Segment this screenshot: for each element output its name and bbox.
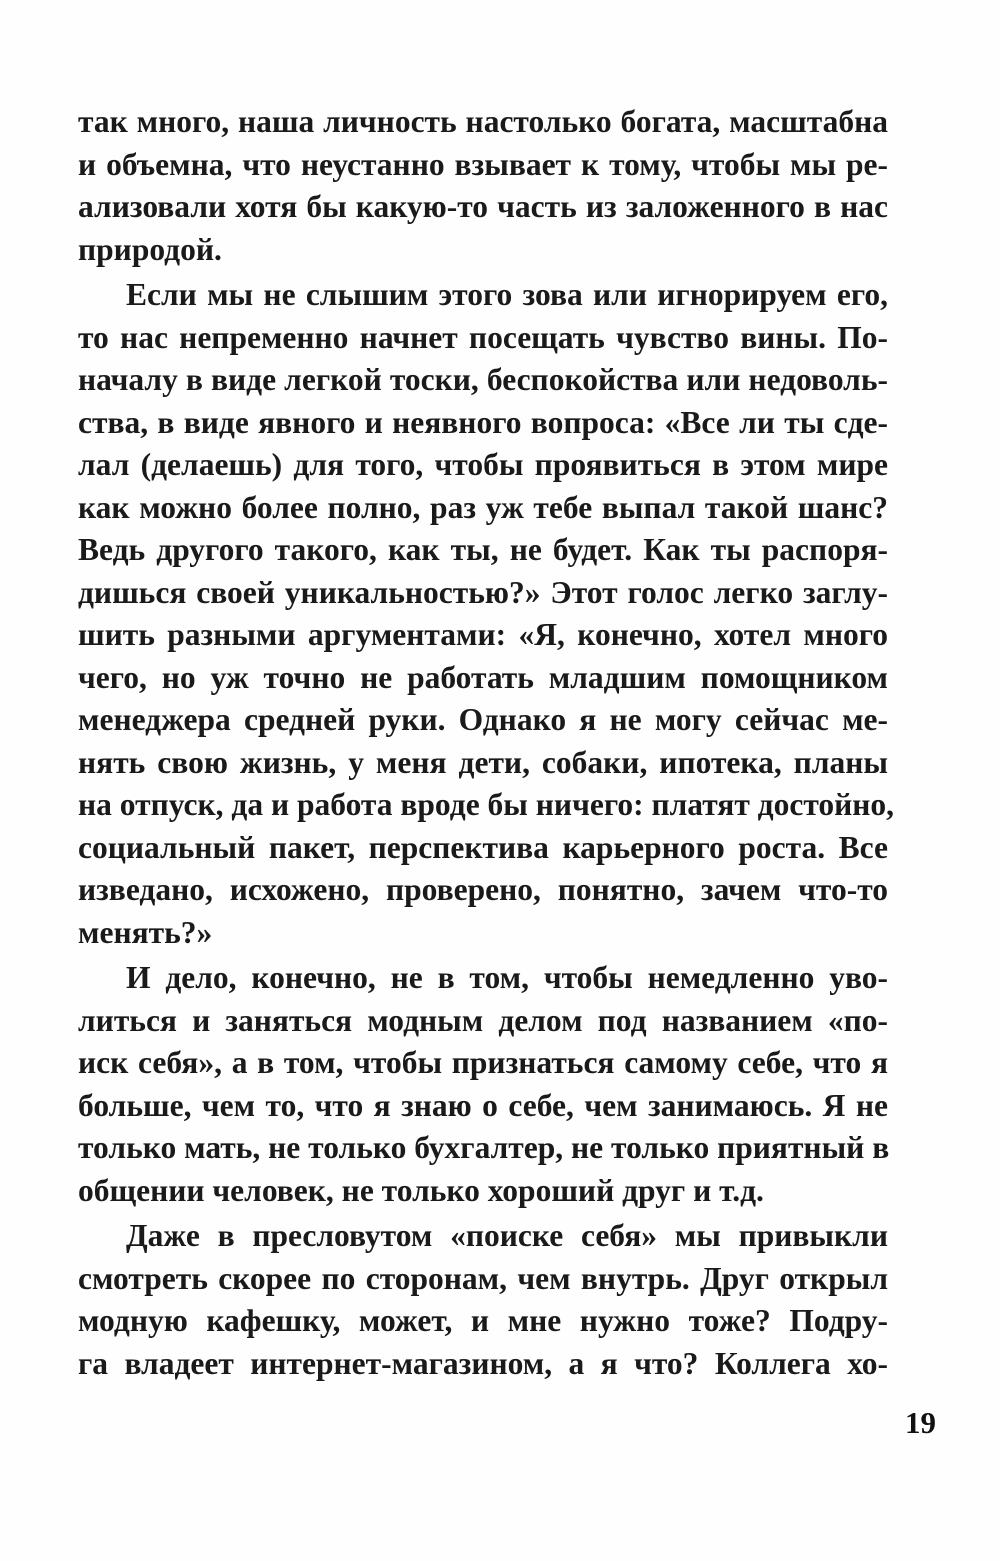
text-line: и объемна, что неустанно взывает к тому, чтобы мы ре- — [78, 146, 888, 182]
text-line: И дело, конечно, не в том, чтобы немедленно уво- — [126, 960, 888, 995]
text-line: менеджера средней руки. Однако я не могу сейчас ме- — [78, 702, 888, 737]
text-line: как можно более полно, раз уж тебе выпал такой шанс? — [78, 489, 888, 525]
text-line: общении человек, не только хороший друг и т.д. — [78, 1172, 764, 1208]
text-line: Ведь другого такого, как ты, не будет. Как ты распоря- — [78, 532, 888, 567]
paragraph — [78, 1215, 888, 1385]
page-number: 19 — [905, 1405, 936, 1440]
paragraph — [78, 101, 888, 271]
text-line: Если мы не слышим этого зова или игнорируем его, — [126, 277, 888, 312]
text-line: только мать, не только бухгалтер, не только приятный в — [78, 1130, 890, 1165]
text-line: нять свою жизнь, у меня дети, собаки, ипотека, планы — [78, 744, 888, 780]
text-line: иск себя», а в том, чтобы признаться самому себе, что я — [78, 1045, 888, 1080]
text-line: га владеет интернет-магазином, а я что? Коллега хо- — [78, 1345, 888, 1381]
text-line: изведано, исхожено, проверено, понятно, зачем что-то — [78, 872, 888, 907]
text-line: лал (делаешь) для того, чтобы проявиться в этом мире — [78, 447, 888, 482]
text-line: ализовали хотя бы какую-то часть из заложенного в нас — [78, 189, 888, 224]
paragraph — [78, 274, 895, 954]
text-line: модную кафешку, может, и мне нужно тоже? Подру- — [78, 1303, 888, 1338]
text-line: социальный пакет, перспектива карьерного роста. Все — [78, 829, 888, 865]
text-line: больше, чем то, что я знаю о себе, чем занимаюсь. Я не — [78, 1087, 888, 1123]
body-text — [78, 101, 895, 1385]
text-line: так много, наша личность настолько богата, масштабна — [78, 104, 888, 139]
text-line: на отпуск, да и работа вроде бы ничего: платят достойно, — [78, 787, 895, 822]
text-line: ства, в виде явного и неявного вопроса: «Все ли ты сде- — [78, 404, 888, 440]
paragraph — [78, 957, 888, 1212]
text-line: то нас непременно начнет посещать чувство вины. По- — [78, 319, 888, 355]
text-line: смотреть скорее по сторонам, чем внутрь. Друг открыл — [78, 1260, 888, 1296]
text-line: дишься своей уникальностью?» Этот голос легко заглу- — [78, 574, 888, 610]
text-line: Даже в пресловутом «поиске себя» мы привыкли — [126, 1218, 888, 1253]
text-line: чего, но уж точно не работать младшим помощником — [78, 659, 888, 695]
text-line: началу в виде легкой тоски, беспокойства или недоволь- — [78, 362, 888, 397]
text-line: менять?» — [78, 914, 213, 950]
text-line: шить разными аргументами: «Я, конечно, хотел много — [78, 617, 888, 652]
text-line: литься и заняться модным делом под названием «по- — [78, 1002, 888, 1038]
text-line: природой. — [78, 231, 222, 267]
